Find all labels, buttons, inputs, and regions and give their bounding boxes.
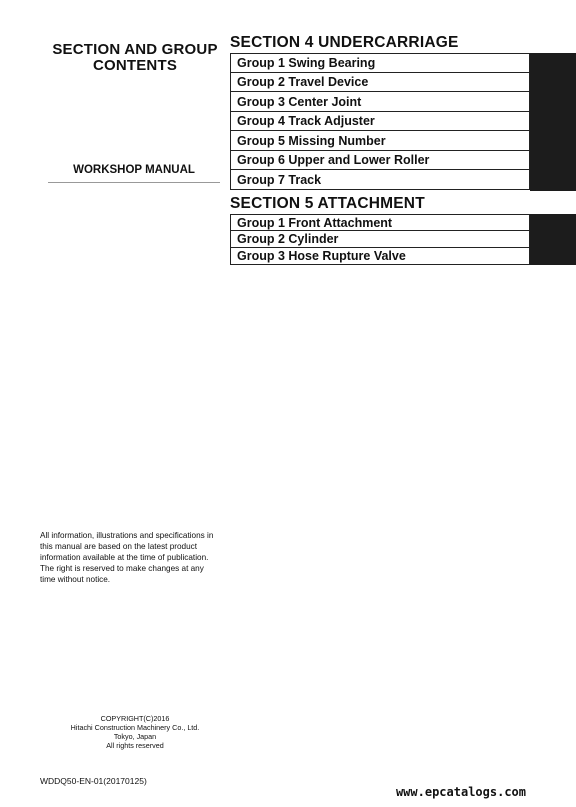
group-row[interactable]: Group 3 Center Joint xyxy=(230,92,530,112)
group-row[interactable]: Group 7 Track xyxy=(230,170,530,190)
group-row[interactable]: Group 3 Hose Rupture Valve xyxy=(230,248,530,265)
section-5-index-tab xyxy=(530,214,576,265)
group-row[interactable]: Group 6 Upper and Lower Roller xyxy=(230,151,530,170)
copyright-rights: All rights reserved xyxy=(106,741,164,750)
group-row[interactable]: Group 2 Cylinder xyxy=(230,231,530,248)
group-row[interactable]: Group 1 Swing Bearing xyxy=(230,53,530,73)
section-4-group-list xyxy=(230,53,530,190)
group-row[interactable]: Group 5 Missing Number xyxy=(230,131,530,151)
section-5-title: SECTION 5 ATTACHMENT xyxy=(230,195,425,212)
copyright-block xyxy=(40,714,230,750)
document-code: WDDQ50-EN-01(20170125) xyxy=(40,776,147,786)
group-row[interactable]: Group 1 Front Attachment xyxy=(230,214,530,231)
copyright-location: Tokyo, Japan xyxy=(113,732,157,741)
disclaimer-text: All information, illustrations and specifications in this manual are based on the latest product information available at the time of publication. The right is reserved to make changes at any time without notice. xyxy=(40,531,214,584)
manual-title-line1: SECTION AND GROUP xyxy=(52,41,218,58)
manual-subtitle: WORKSHOP MANUAL xyxy=(48,164,220,183)
section-5-group-list xyxy=(230,214,530,265)
manual-title xyxy=(40,42,230,74)
group-row[interactable]: Group 2 Travel Device xyxy=(230,73,530,92)
watermark-url: www.epcatalogs.com xyxy=(395,785,526,799)
group-row[interactable]: Group 4 Track Adjuster xyxy=(230,112,530,131)
manual-title-line2: CONTENTS xyxy=(92,57,178,74)
section-4-title: SECTION 4 UNDERCARRIAGE xyxy=(230,34,459,51)
copyright-company: Hitachi Construction Machinery Co., Ltd. xyxy=(70,723,200,732)
section-4-index-tab xyxy=(530,53,576,191)
copyright-line: COPYRIGHT(C)2016 xyxy=(100,714,170,723)
